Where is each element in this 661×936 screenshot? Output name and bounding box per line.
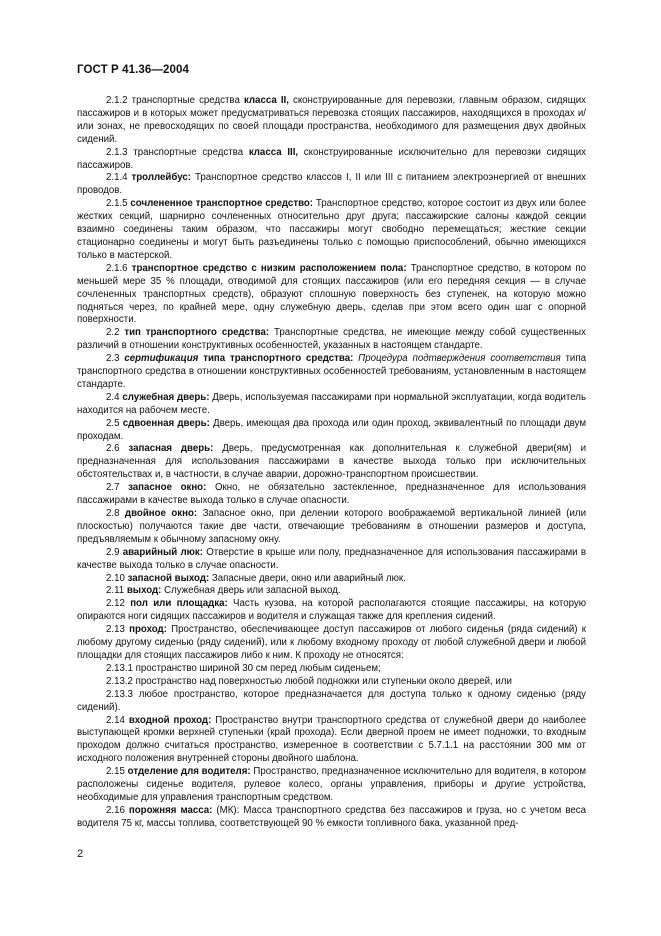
clause-term: двойное окно: (124, 508, 198, 519)
clause-number: 2.13.1 (106, 662, 133, 674)
clause-number: 2.10 (106, 572, 125, 584)
clause-number: 2.13.3 (106, 688, 133, 700)
clause-term: аварийный люк: (122, 546, 203, 558)
clause-text: Пространство внутри транспортного средства от служебной двери до наиболее выступающей кромки верхней ступеньки (край прохода). Если дверной проем не имеет подножки, то входным проходом должно считаться пространство, измеренное в соответствии с 5.7.1.1 на расстоянии 300 мм от исходного положения внутренней стороны двойного шаблона. (77, 714, 586, 765)
clause-term: запасная дверь: (128, 443, 214, 455)
clause-text: Дверь, имеющая два прохода или один проход, эквивалентный по площади двум проходам. (77, 417, 586, 442)
clause-term: выход: (126, 585, 162, 597)
paragraph-2-14 (77, 715, 586, 767)
clause-term: троллейбус: (131, 172, 191, 184)
paragraph-2-9 (77, 547, 586, 573)
paragraph-2-4 (77, 392, 586, 418)
clause-term: отделение для водителя: (127, 766, 251, 778)
clause-term: транспортное средство с низким расположением пола: (131, 262, 407, 274)
clause-text: Служебная дверь или запасной выход. (161, 585, 341, 597)
clause-term: тип транспортного средства: (124, 327, 270, 339)
clause-number: 2.1.6 (106, 262, 128, 274)
clause-number: 2.16 (106, 804, 125, 816)
clause-number: 2.1.4 (106, 172, 128, 184)
paragraph-2-8 (77, 508, 586, 547)
clause-number: 2.13 (106, 624, 125, 636)
paragraph-2-1-2 (77, 95, 586, 147)
clause-number: 2.7 (106, 482, 120, 494)
paragraph-2-13-3 (77, 689, 586, 715)
clause-term: проход: (129, 624, 167, 636)
clause-text: Транспортное средство, в котором по меньшей мере 35 % площади, отводимой для стоящих пассажиров (или его передняя секция — в случае сочлененных транспортных средств), образуют сплошную поверхность без ступенек, на которую можно подняться через, по крайней мере, одну служебную дверь, сделав при этом всего один шаг с опорной поверхности. (77, 262, 586, 326)
clause-term: входной проход: (128, 714, 212, 726)
clause-term: порожняя масса: (128, 804, 213, 816)
clause-text: типа транспортного средства в отношении конструктивных особенностей требованиям, установленным в настоящем стандарте. (77, 353, 586, 390)
clause-text: Дверь, используемая пассажирами при нормальной эксплуатации, когда водитель находится на рабочем месте. (77, 391, 586, 416)
document-body (77, 95, 586, 831)
clause-text: сконструированные для перевозки, главным образом, сидящих пассажиров и в которых может предусматриваться перевозка стоящих пассажиров, находящихся в проходах и/или зонах, не превосходящих по своей площади пространства, необходимого для размещения двух двойных сидений. (77, 95, 586, 145)
clause-text: Пространство, обеспечивающее доступ пассажиров от любого сиденья (ряда сидений) к любому другому сиденью (ряду сидений), или к любому входному проходу от любой служебной двери и любой площадки для стоящих пассажиров либо к ним. К проходу не относятся: (77, 624, 586, 661)
clause-text: Транспортное средство, которое состоит из двух или более жестких секций, шарнирно сочлененных относительно друг друга; пассажирские салоны каждой секции взаимно соединены таким образом, что пассажиры могут свободно перемещаться; жесткие секции стационарно соединены и могут быть разъединены только с помощью приспособлений, обычно имеющихся только в мастерской. (77, 198, 586, 261)
clause-number: 2.1.2 (106, 95, 128, 106)
clause-number: 2.12 (106, 598, 125, 610)
page-number: 2 (77, 848, 84, 860)
paragraph-2-16 (77, 805, 586, 831)
clause-lead: транспортные средства (133, 146, 249, 158)
clause-term: класса III, (248, 146, 299, 158)
clause-text: пространство шириной 30 см перед любым сиденьем; (132, 662, 381, 674)
clause-number: 2.2 (106, 327, 120, 339)
clause-text: Запасное окно, при делении которого воображаемой вертикальной линией (или плоскостью) получаются такие две части, отвечающие требованиям в отношении размеров и доступа, предъявляемым к обычному запасному окну. (77, 508, 586, 545)
clause-term-italic: сертификация (124, 353, 199, 365)
clause-term: запасной выход: (127, 572, 210, 584)
document-id: ГОСТ Р 41.36—2004 (77, 64, 189, 76)
paragraph-2-1-6 (77, 263, 586, 328)
paragraph-2-15 (77, 766, 586, 805)
clause-term: типа транспортного средства: (198, 353, 354, 365)
paragraph-2-6 (77, 443, 586, 482)
paragraph-2-1-4 (77, 172, 586, 198)
paragraph-2-2 (77, 327, 586, 353)
clause-text: Транспортное средство классов I, II или III с питанием электроэнергией от внешних проводов. (77, 172, 586, 197)
clause-lead: транспортные средства (131, 95, 244, 106)
clause-term: запасное окно: (128, 482, 207, 494)
paragraph-2-1-3 (77, 147, 586, 173)
clause-number: 2.15 (106, 766, 125, 778)
paragraph-2-10 (77, 573, 586, 586)
paragraph-2-1-5 (77, 198, 586, 263)
clause-number: 2.1.3 (106, 146, 128, 158)
paragraph-2-3 (77, 353, 586, 392)
clause-text: сконструированные исключительно для перевозки сидящих пассажиров. (77, 146, 587, 171)
paragraph-2-13-1 (77, 663, 586, 676)
clause-number: 2.3 (106, 353, 120, 365)
clause-text: Часть кузова, на которой располагаются стоящие пассажиры, на которую опираются ноги сидящих пассажиров и водителя и служащая также для крепления сидений. (77, 598, 586, 623)
paragraph-2-11 (77, 585, 586, 598)
clause-number: 2.8 (106, 508, 120, 519)
paragraph-2-13-2 (77, 676, 586, 689)
clause-text: Отверстие в крыше или полу, предназначенное для использования пассажирами в качестве выхода только в случае опасности. (77, 546, 586, 571)
clause-text: Дверь, предусмотренная как дополнительная к служебной двери(ям) и предназначенная для использования пассажирами в качестве выхода только при исключительных обстоятельствах и, в частности, в случае аварии, дорожно-транспортном происшествии. (77, 443, 586, 481)
clause-term: пол или площадка: (130, 598, 228, 610)
clause-term: служебная дверь: (122, 391, 210, 403)
clause-text: Пространство, предназначенное исключительно для водителя, в котором расположены сиденье водителя, рулевое колесо, органы управления, приборы и другие устройства, необходимые для управления транспортным средством. (77, 766, 586, 803)
clause-emphasis: Процедура подтверждения соответствия (353, 353, 561, 365)
clause-number: 2.5 (106, 417, 120, 429)
clause-number: 2.6 (106, 443, 120, 455)
clause-number: 2.14 (106, 714, 125, 726)
clause-number: 2.1.5 (106, 198, 128, 210)
clause-text: Транспортные средства, не имеющие между собой существенных различий в отношении конструктивных особенностей, указанных в настоящем стандарте. (77, 327, 586, 352)
clause-number: 2.4 (106, 391, 120, 403)
clause-text: любое пространство, которое предназначается для доступа только к одному сиденью (ряду сидений). (77, 688, 586, 713)
paragraph-2-13 (77, 624, 586, 663)
clause-number: 2.13.2 (106, 675, 133, 687)
clause-text: Окно, не обязательно застекленное, предназначенное для использования пассажирами в качестве выхода только в случае опасности. (77, 482, 587, 507)
clause-text: (МК): Масса транспортного средства без пассажиров и груза, но с учетом веса водителя 75 кг, массы топлива, соответствующей 90 % емкости топливного бака, указанной пред- (77, 804, 586, 829)
clause-term: класса II, (243, 95, 289, 106)
clause-term: сочлененное транспортное средство: (130, 198, 314, 210)
paragraph-2-12 (77, 598, 586, 624)
paragraph-2-5 (77, 418, 586, 444)
clause-text: Запасные двери, окно или аварийный люк. (209, 572, 406, 584)
paragraph-2-7 (77, 482, 586, 508)
clause-term: сдвоенная дверь: (122, 417, 210, 429)
clause-text: пространство над поверхностью любой подножки или ступеньки около дверей, или (132, 675, 512, 687)
clause-number: 2.9 (106, 546, 120, 558)
clause-number: 2.11 (106, 585, 125, 597)
